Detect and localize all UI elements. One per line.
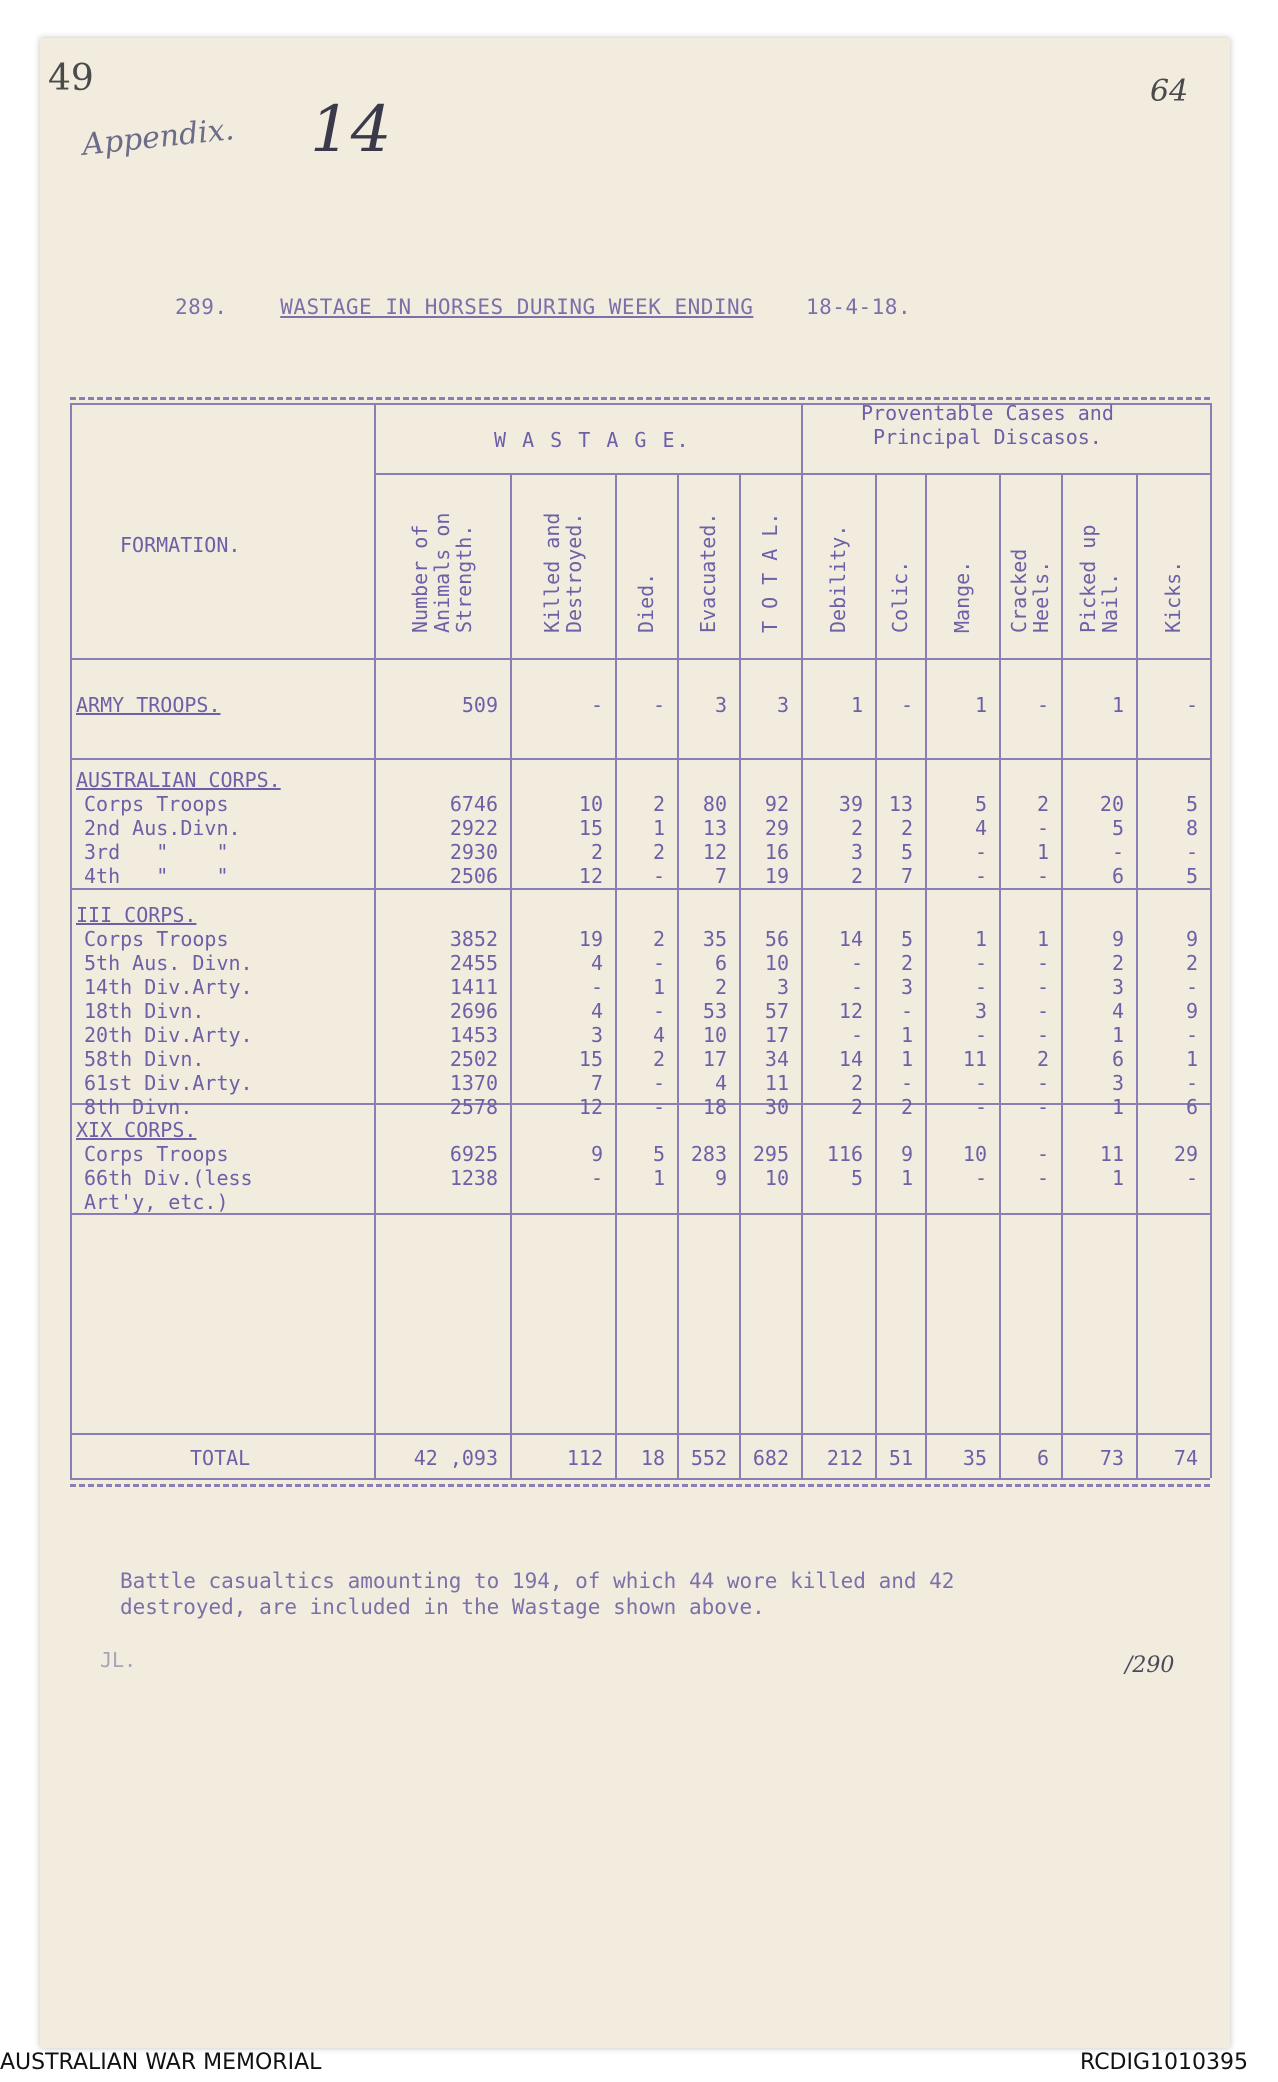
- army-troops-row-col-2: -: [590, 693, 603, 717]
- table-row-3-0-col-10: 11: [1099, 1142, 1124, 1166]
- army-troops-row-col-5: 3: [776, 693, 789, 717]
- table-row-2-6-col-6: 2: [850, 1071, 863, 1095]
- table-row-2-0-col-4: 35: [702, 927, 727, 951]
- table-row-1-1-col-11: 8: [1185, 816, 1198, 840]
- table-row-1-3-col-10: 6: [1111, 864, 1124, 888]
- table-row-3-1-col-10: 1: [1111, 1166, 1124, 1190]
- column-header-1: Number of Animals on Strength.: [408, 512, 476, 633]
- table-row-2-2-col-1: 1411: [449, 975, 498, 999]
- table-row-1-2-col-9: 1: [1036, 840, 1049, 864]
- table-row-1-3-col-4: 7: [714, 864, 727, 888]
- table-row-1-3-col-11: 5: [1185, 864, 1198, 888]
- army-troops-row-col-8: 1: [974, 693, 987, 717]
- table-row-1-2-col-8: -: [974, 840, 987, 864]
- table-rule-total-top: [70, 1433, 1210, 1435]
- column-header-5: T O T A L.: [758, 512, 782, 633]
- table-row-2-2-col-11: -: [1185, 975, 1198, 999]
- table-row-2-3-col-7: -: [900, 999, 913, 1023]
- table-row-2-7-col-10: 1: [1111, 1095, 1124, 1119]
- table-row-1-0-col-1: 6746: [449, 792, 498, 816]
- table-row-2-4-col-5: 17: [764, 1023, 789, 1047]
- table-row-3-1-col-5: 10: [764, 1166, 789, 1190]
- column-header-7: Colic.: [888, 560, 912, 633]
- table-row-2-7-col-1: 2578: [449, 1095, 498, 1119]
- table-row-2-2-col-3: 1: [652, 975, 665, 999]
- total-row-col-5: 682: [752, 1446, 789, 1470]
- table-row-2-3-col-9: -: [1036, 999, 1049, 1023]
- table-row-2-3-col-10: 4: [1111, 999, 1124, 1023]
- table-row-2-6-col-5: 11: [764, 1071, 789, 1095]
- table-row-2-1-col-11: 2: [1185, 951, 1198, 975]
- table-row-1-0-col-9: 2: [1036, 792, 1049, 816]
- heading-date: 18-4-18.: [805, 295, 912, 319]
- total-row-col-3: 18: [640, 1446, 665, 1470]
- table-row-2-5-col-4: 17: [702, 1047, 727, 1071]
- table-row-2-5-col-8: 11: [962, 1047, 987, 1071]
- table-row-2-4-col-11: -: [1185, 1023, 1198, 1047]
- table-row-2-6-col-10: 3: [1111, 1071, 1124, 1095]
- table-row-2-2-col-10: 3: [1111, 975, 1124, 999]
- table-rule-header-mid: [374, 473, 1210, 475]
- table-row-1-2-col-5: 16: [764, 840, 789, 864]
- column-header-11: Kicks.: [1161, 560, 1185, 633]
- heading-number: 289.: [175, 295, 228, 319]
- table-rule-top: [70, 397, 1210, 400]
- table-row-2-1-col-7: 2: [900, 951, 913, 975]
- formation-header: FORMATION.: [120, 533, 241, 557]
- column-header-9: Cracked Heels.: [1007, 548, 1053, 633]
- table-row-2-1-col-6: -: [850, 951, 863, 975]
- formation-name: 3rd " ": [84, 840, 229, 864]
- archive-footer-right: RCDIG1010395: [1080, 2050, 1249, 2075]
- table-row-1-0-col-10: 20: [1099, 792, 1124, 816]
- table-row-1-2-col-4: 12: [702, 840, 727, 864]
- table-row-2-1-col-2: 4: [590, 951, 603, 975]
- table-row-2-2-col-7: 3: [900, 975, 913, 999]
- table-row-2-6-col-7: -: [900, 1071, 913, 1095]
- formation-name: 4th " ": [84, 864, 229, 888]
- table-row-1-1-col-5: 29: [764, 816, 789, 840]
- table-row-3-0-col-7: 9: [900, 1142, 913, 1166]
- table-row-1-0-col-11: 5: [1185, 792, 1198, 816]
- table-row-2-4-col-2: 3: [590, 1023, 603, 1047]
- table-row-2-4-col-3: 4: [652, 1023, 665, 1047]
- table-row-1-1-col-3: 1: [652, 816, 665, 840]
- table-row-2-3-col-8: 3: [974, 999, 987, 1023]
- table-row-3-0-col-5: 295: [752, 1142, 789, 1166]
- table-row-2-3-col-3: -: [652, 999, 665, 1023]
- total-row-col-4: 552: [690, 1446, 727, 1470]
- army-troops-row-col-4: 3: [714, 693, 727, 717]
- total-row-col-11: 74: [1173, 1446, 1198, 1470]
- table-row-1-1-col-10: 5: [1111, 816, 1124, 840]
- table-row-2-5-col-7: 1: [900, 1047, 913, 1071]
- formation-name: Corps Troops: [84, 1142, 229, 1166]
- table-row-2-0-col-8: 1: [974, 927, 987, 951]
- table-row-2-6-col-3: -: [652, 1071, 665, 1095]
- table-row-1-3-col-6: 2: [850, 864, 863, 888]
- table-row-1-0-col-4: 80: [702, 792, 727, 816]
- initials: JL.: [100, 1648, 137, 1672]
- table-rule-section: [70, 1213, 1210, 1215]
- army-troops-row-col-1: 509: [461, 693, 498, 717]
- table-row-2-5-col-2: 15: [578, 1047, 603, 1071]
- table-row-1-3-col-9: -: [1036, 864, 1049, 888]
- formation-name: Corps Troops: [84, 792, 229, 816]
- total-row-col-9: 6: [1036, 1446, 1049, 1470]
- table-row-3-0-col-1: 6925: [449, 1142, 498, 1166]
- table-row-2-0-col-11: 9: [1185, 927, 1198, 951]
- table-row-2-5-col-3: 2: [652, 1047, 665, 1071]
- table-rule-right: [1210, 403, 1212, 1478]
- archive-footer-left: AUSTRALIAN WAR MEMORIAL: [0, 2050, 322, 2075]
- page-number-right: 64: [1150, 74, 1189, 109]
- table-row-3-1-col-8: -: [974, 1166, 987, 1190]
- table-row-3-1-col-2: -: [590, 1166, 603, 1190]
- army-troops-row-col-3: -: [652, 693, 665, 717]
- table-row-2-4-col-8: -: [974, 1023, 987, 1047]
- table-row-2-7-col-2: 12: [578, 1095, 603, 1119]
- heading-text: WASTAGE IN HORSES DURING WEEK ENDING: [280, 295, 754, 319]
- table-rule-header-bottom: [70, 658, 1210, 660]
- table-row-2-2-col-2: -: [590, 975, 603, 999]
- table-row-2-6-col-9: -: [1036, 1071, 1049, 1095]
- table-row-1-1-col-1: 2922: [449, 816, 498, 840]
- column-header-6: Debility.: [826, 524, 850, 633]
- table-row-3-0-col-8: 10: [962, 1142, 987, 1166]
- table-row-1-1-col-2: 15: [578, 816, 603, 840]
- table-row-2-2-col-8: -: [974, 975, 987, 999]
- formation-name: Corps Troops: [84, 927, 229, 951]
- table-row-2-0-col-1: 3852: [449, 927, 498, 951]
- table-row-2-6-col-4: 4: [714, 1071, 727, 1095]
- total-row-col-2: 112: [566, 1446, 603, 1470]
- table-row-1-3-col-7: 7: [900, 864, 913, 888]
- table-row-2-0-col-5: 56: [764, 927, 789, 951]
- table-row-2-1-col-9: -: [1036, 951, 1049, 975]
- table-row-1-0-col-3: 2: [652, 792, 665, 816]
- section-title: XIX CORPS.: [76, 1118, 197, 1142]
- table-row-1-0-col-5: 92: [764, 792, 789, 816]
- table-row-2-0-col-10: 9: [1111, 927, 1124, 951]
- table-row-2-5-col-1: 2502: [449, 1047, 498, 1071]
- total-row-col-10: 73: [1099, 1446, 1124, 1470]
- table-row-3-1-col-11: -: [1185, 1166, 1198, 1190]
- table-row-1-1-col-8: 4: [974, 816, 987, 840]
- table-row-1-1-col-9: -: [1036, 816, 1049, 840]
- table-row-3-1-col-9: -: [1036, 1166, 1049, 1190]
- table-row-2-2-col-6: -: [850, 975, 863, 999]
- total-row-col-8: 35: [962, 1446, 987, 1470]
- table-row-3-1-col-4: 9: [714, 1166, 727, 1190]
- table-row-2-7-col-8: -: [974, 1095, 987, 1119]
- army-troops-row-col-6: 1: [850, 693, 863, 717]
- document-heading: [175, 295, 911, 319]
- table-row-3-1-col-6: 5: [850, 1166, 863, 1190]
- table-row-2-6-col-11: -: [1185, 1071, 1198, 1095]
- table-row-1-3-col-3: -: [652, 864, 665, 888]
- table-row-1-2-col-10: -: [1111, 840, 1124, 864]
- table-row-1-2-col-6: 3: [850, 840, 863, 864]
- formation-name: 14th Div.Arty.: [84, 975, 253, 999]
- table-row-2-7-col-7: 2: [900, 1095, 913, 1119]
- table-row-1-2-col-1: 2930: [449, 840, 498, 864]
- formation-name: Art'y, etc.): [84, 1190, 229, 1214]
- table-row-2-2-col-4: 2: [714, 975, 727, 999]
- next-page-reference: /290: [1125, 1653, 1175, 1678]
- table-row-3-1-col-7: 1: [900, 1166, 913, 1190]
- preventable-group-header: Proventable Cases and Principal Discasos.: [861, 401, 1114, 449]
- formation-name: 20th Div.Arty.: [84, 1023, 253, 1047]
- table-row-1-3-col-8: -: [974, 864, 987, 888]
- table-row-2-1-col-5: 10: [764, 951, 789, 975]
- table-row-1-3-col-5: 19: [764, 864, 789, 888]
- table-row-1-0-col-8: 5: [974, 792, 987, 816]
- page-number-left: 49: [48, 58, 94, 99]
- table-row-2-6-col-1: 1370: [449, 1071, 498, 1095]
- table-row-2-1-col-1: 2455: [449, 951, 498, 975]
- army-troops-row-col-10: 1: [1111, 693, 1124, 717]
- table-row-2-7-col-3: -: [652, 1095, 665, 1119]
- table-row-2-4-col-7: 1: [900, 1023, 913, 1047]
- formation-name: 58th Divn.: [84, 1047, 205, 1071]
- table-row-3-0-col-9: -: [1036, 1142, 1049, 1166]
- table-row-1-0-col-7: 13: [888, 792, 913, 816]
- table-row-1-0-col-6: 39: [838, 792, 863, 816]
- table-row-2-5-col-5: 34: [764, 1047, 789, 1071]
- total-row-col-1: 42 ,093: [413, 1446, 498, 1470]
- table-row-2-7-col-5: 30: [764, 1095, 789, 1119]
- section-title: ARMY TROOPS.: [76, 693, 221, 717]
- table-row-1-2-col-11: -: [1185, 840, 1198, 864]
- table-row-1-2-col-7: 5: [900, 840, 913, 864]
- table-row-3-0-col-2: 9: [590, 1142, 603, 1166]
- table-row-2-4-col-9: -: [1036, 1023, 1049, 1047]
- appendix-number: 14: [310, 93, 392, 167]
- table-row-2-7-col-4: 18: [702, 1095, 727, 1119]
- document-page: [40, 38, 1230, 2048]
- total-label: TOTAL: [190, 1446, 251, 1470]
- table-row-2-0-col-6: 14: [838, 927, 863, 951]
- table-row-1-1-col-4: 13: [702, 816, 727, 840]
- total-row-col-6: 212: [826, 1446, 863, 1470]
- table-row-2-1-col-10: 2: [1111, 951, 1124, 975]
- table-rule-total-bottom: [70, 1478, 1210, 1480]
- table-row-2-3-col-4: 53: [702, 999, 727, 1023]
- table-row-2-1-col-8: -: [974, 951, 987, 975]
- table-row-3-0-col-4: 283: [690, 1142, 727, 1166]
- column-header-8: Mange.: [950, 560, 974, 633]
- wastage-group-header: W A S T A G E.: [494, 428, 691, 452]
- table-row-2-0-col-7: 5: [900, 927, 913, 951]
- table-row-2-1-col-3: -: [652, 951, 665, 975]
- column-header-2: Killed and Destroyed.: [539, 512, 586, 633]
- table-row-2-3-col-2: 4: [590, 999, 603, 1023]
- table-row-1-3-col-2: 12: [578, 864, 603, 888]
- table-row-1-3-col-1: 2506: [449, 864, 498, 888]
- table-rule-left: [70, 403, 72, 1478]
- formation-name: 18th Divn.: [84, 999, 205, 1023]
- army-troops-row-col-11: -: [1185, 693, 1198, 717]
- formation-name: 61st Div.Arty.: [84, 1071, 253, 1095]
- total-row-col-7: 51: [888, 1446, 913, 1470]
- table-row-2-0-col-2: 19: [578, 927, 603, 951]
- table-row-2-7-col-6: 2: [850, 1095, 863, 1119]
- table-row-2-5-col-11: 1: [1185, 1047, 1198, 1071]
- table-row-3-0-col-3: 5: [652, 1142, 665, 1166]
- table-row-1-1-col-7: 2: [900, 816, 913, 840]
- formation-name: 2nd Aus.Divn.: [84, 816, 241, 840]
- table-row-3-1-col-1: 1238: [449, 1166, 498, 1190]
- table-row-3-0-col-6: 116: [826, 1142, 863, 1166]
- table-row-2-3-col-6: 12: [838, 999, 863, 1023]
- table-row-2-0-col-3: 2: [652, 927, 665, 951]
- wastage-table: [70, 403, 1210, 1533]
- table-row-2-6-col-8: -: [974, 1071, 987, 1095]
- table-row-1-2-col-3: 2: [652, 840, 665, 864]
- formation-name: 8th Divn.: [84, 1095, 193, 1119]
- table-row-2-6-col-2: 7: [590, 1071, 603, 1095]
- table-row-2-7-col-11: 6: [1185, 1095, 1198, 1119]
- table-row-2-3-col-1: 2696: [449, 999, 498, 1023]
- table-row-1-2-col-2: 2: [590, 840, 603, 864]
- table-row-2-4-col-6: -: [850, 1023, 863, 1047]
- table-rule-bottom: [70, 1484, 1210, 1487]
- table-row-2-2-col-9: -: [1036, 975, 1049, 999]
- table-row-2-2-col-5: 3: [776, 975, 789, 999]
- column-header-10: Picked up Nail.: [1075, 524, 1122, 633]
- table-row-2-0-col-9: 1: [1036, 927, 1049, 951]
- army-troops-row-col-9: -: [1036, 693, 1049, 717]
- formation-name: 5th Aus. Divn.: [84, 951, 253, 975]
- table-row-2-5-col-10: 6: [1111, 1047, 1124, 1071]
- section-title: AUSTRALIAN CORPS.: [76, 768, 281, 792]
- appendix-label: Appendix.: [80, 112, 236, 163]
- table-row-2-4-col-4: 10: [702, 1023, 727, 1047]
- table-row-3-1-col-3: 1: [652, 1166, 665, 1190]
- table-row-2-7-col-9: -: [1036, 1095, 1049, 1119]
- table-row-2-4-col-1: 1453: [449, 1023, 498, 1047]
- table-row-1-0-col-2: 10: [578, 792, 603, 816]
- table-rule-section: [70, 888, 1210, 890]
- table-rule-section: [70, 758, 1210, 760]
- section-title: III CORPS.: [76, 903, 197, 927]
- table-row-2-1-col-4: 6: [714, 951, 727, 975]
- footnote: Battle casualtics amounting to 194, of which 44 wore killed and 42 destroyed, are included in the Wastage shown above.: [120, 1569, 955, 1619]
- table-row-2-4-col-10: 1: [1111, 1023, 1124, 1047]
- column-header-4: Evacuated.: [696, 512, 720, 633]
- table-row-2-5-col-6: 14: [838, 1047, 863, 1071]
- army-troops-row-col-7: -: [900, 693, 913, 717]
- formation-name: 66th Div.(less: [84, 1166, 253, 1190]
- table-row-3-0-col-11: 29: [1173, 1142, 1198, 1166]
- table-row-2-3-col-5: 57: [764, 999, 789, 1023]
- table-row-1-1-col-6: 2: [850, 816, 863, 840]
- column-header-3: Died.: [634, 572, 658, 633]
- table-row-2-5-col-9: 2: [1036, 1047, 1049, 1071]
- table-row-2-3-col-11: 9: [1185, 999, 1198, 1023]
